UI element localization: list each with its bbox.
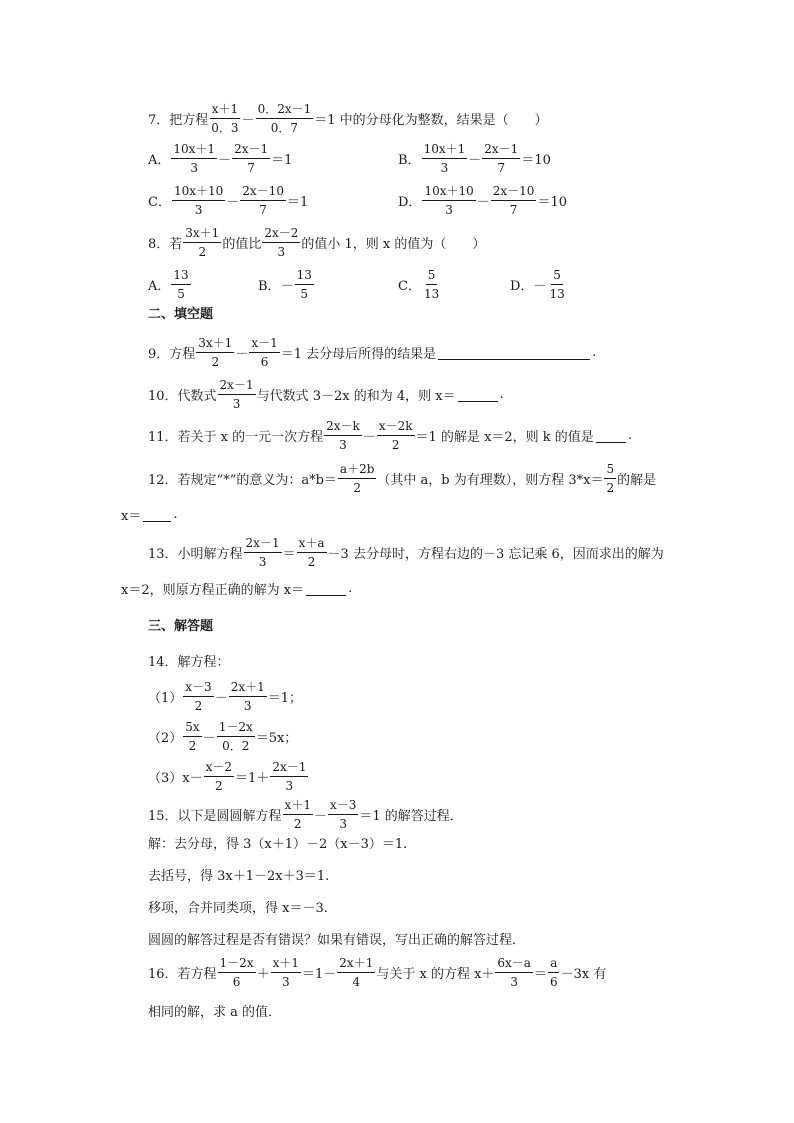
- q7-fraction-1: $\frac{x+1}{0.3}$: [211, 101, 239, 135]
- question-14-title: 14．解方程：: [148, 654, 230, 670]
- question-8: 8．若 $\frac{3x+1}{2}$ 的值比 $\frac{2x-2}{3}$ 的值小 1，则 x 的值为（ ）: [148, 225, 486, 259]
- q15-step-1: 解：去分母，得 3（x＋1）－2（x－3）＝1.: [148, 836, 408, 852]
- q7-fraction-2: $\frac{0.2x-1}{0.7}$: [257, 101, 312, 135]
- q8-option-b: B． － $\frac{13}{5}$: [258, 267, 312, 301]
- q7-suffix: ＝1 中的分母化为整数，结果是（ ）: [314, 112, 548, 128]
- section-heading-solve: 三、解答题: [148, 618, 214, 634]
- question-7: 7．把方程 $\frac{x+1}{0.3}$ － $\frac{0.2x-1}{0.7}$ ＝1 中的分母化为整数，结果是（ ）: [148, 101, 548, 135]
- q11-answer-blank[interactable]: [596, 428, 626, 443]
- q15-step-2: 去括号，得 3x＋1－2x＋3＝1.: [148, 868, 330, 884]
- q10-answer-blank[interactable]: [458, 387, 498, 402]
- q7-prefix: 7．把方程: [148, 112, 209, 128]
- q7-option-c: C． $\frac{10x+10}{3}$ － $\frac{2x-10}{7}$ ＝1: [148, 183, 309, 217]
- q7-option-b: B． $\frac{10x+1}{3}$ － $\frac{2x-1}{7}$ ＝10: [398, 141, 551, 175]
- question-13-line-2: x＝2，则原方程正确的解为 x＝ .: [121, 580, 353, 598]
- question-12-line-2: x＝ .: [121, 506, 178, 524]
- q15-question: 圆圆的解答过程是否有错误？如果有错误，写出正确的解答过程．: [148, 932, 526, 948]
- question-15: 15．以下是圆圆解方程 $\frac{x+1}{2}$ － $\frac{x-3}{3}$ ＝1 的解答过程．: [148, 797, 463, 831]
- section-heading-fill-blank: 二、填空题: [148, 306, 214, 322]
- question-14-part-1: （1） $\frac{x-3}{2}$ － $\frac{2x+1}{3}$ ＝1；: [148, 679, 303, 713]
- q15-step-3: 移项，合并同类项，得 x＝－3.: [148, 900, 328, 916]
- question-16-line-2: 相同的解，求 a 的值．: [148, 1004, 282, 1020]
- question-14-part-2: （2） $\frac{5x}{2}$ － $\frac{1-2x}{0.2}$ ＝5x；: [148, 719, 298, 753]
- question-11: 11．若关于 x 的一元一次方程 $\frac{2x-k}{3}$ － $\frac{x-2k}{2}$ ＝1 的解是 x＝2，则 k 的值是 .: [148, 418, 632, 452]
- q9-answer-blank[interactable]: [438, 345, 590, 360]
- question-9: 9．方程 $\frac{3x+1}{2}$ － $\frac{x-1}{6}$ ＝1 去分母后所得的结果是 .: [148, 335, 597, 369]
- q13-answer-blank[interactable]: [306, 581, 346, 596]
- question-13: 13．小明解方程 $\frac{2x-1}{3}$ ＝ $\frac{x+a}{2}$ －3 去分母时，方程右边的－3 忘记乘 6，因而求出的解为: [148, 535, 664, 569]
- q8-option-c: C． $\frac{5}{13}$: [398, 267, 440, 301]
- question-10: 10．代数式 $\frac{2x-1}{3}$ 与代数式 3－2x 的和为 4，则 x＝ .: [148, 377, 504, 411]
- question-16: 16．若方程 $\frac{1-2x}{6}$ ＋ $\frac{x+1}{3}$ ＝1－ $\frac{2x+1}{4}$ 与关于 x 的方程 x＋ $\frac{6x-a}{3}$ ＝ $\frac{a}{6}$ －3x 有: [148, 955, 607, 989]
- q8-option-a: A． $\frac{13}{5}$: [148, 267, 189, 301]
- q12-answer-blank[interactable]: [143, 507, 171, 522]
- q8-option-d: D． － $\frac{5}{13}$: [510, 267, 565, 301]
- q7-option-a: A． $\frac{10x+1}{3}$ － $\frac{2x-1}{7}$ ＝1: [148, 141, 293, 175]
- question-14-part-3: （3） x－ $\frac{x-2}{2}$ ＝1＋ $\frac{2x-1}{3}$: [148, 759, 307, 793]
- question-12: 12．若规定“*”的意义为：a*b＝ $\frac{a+2b}{2}$ （其中 a，b 为有理数），则方程 3*x＝ $\frac{5}{2}$ 的解是: [148, 461, 657, 495]
- q7-option-d: D． $\frac{10x+10}{3}$ － $\frac{2x-10}{7}$ ＝10: [398, 183, 567, 217]
